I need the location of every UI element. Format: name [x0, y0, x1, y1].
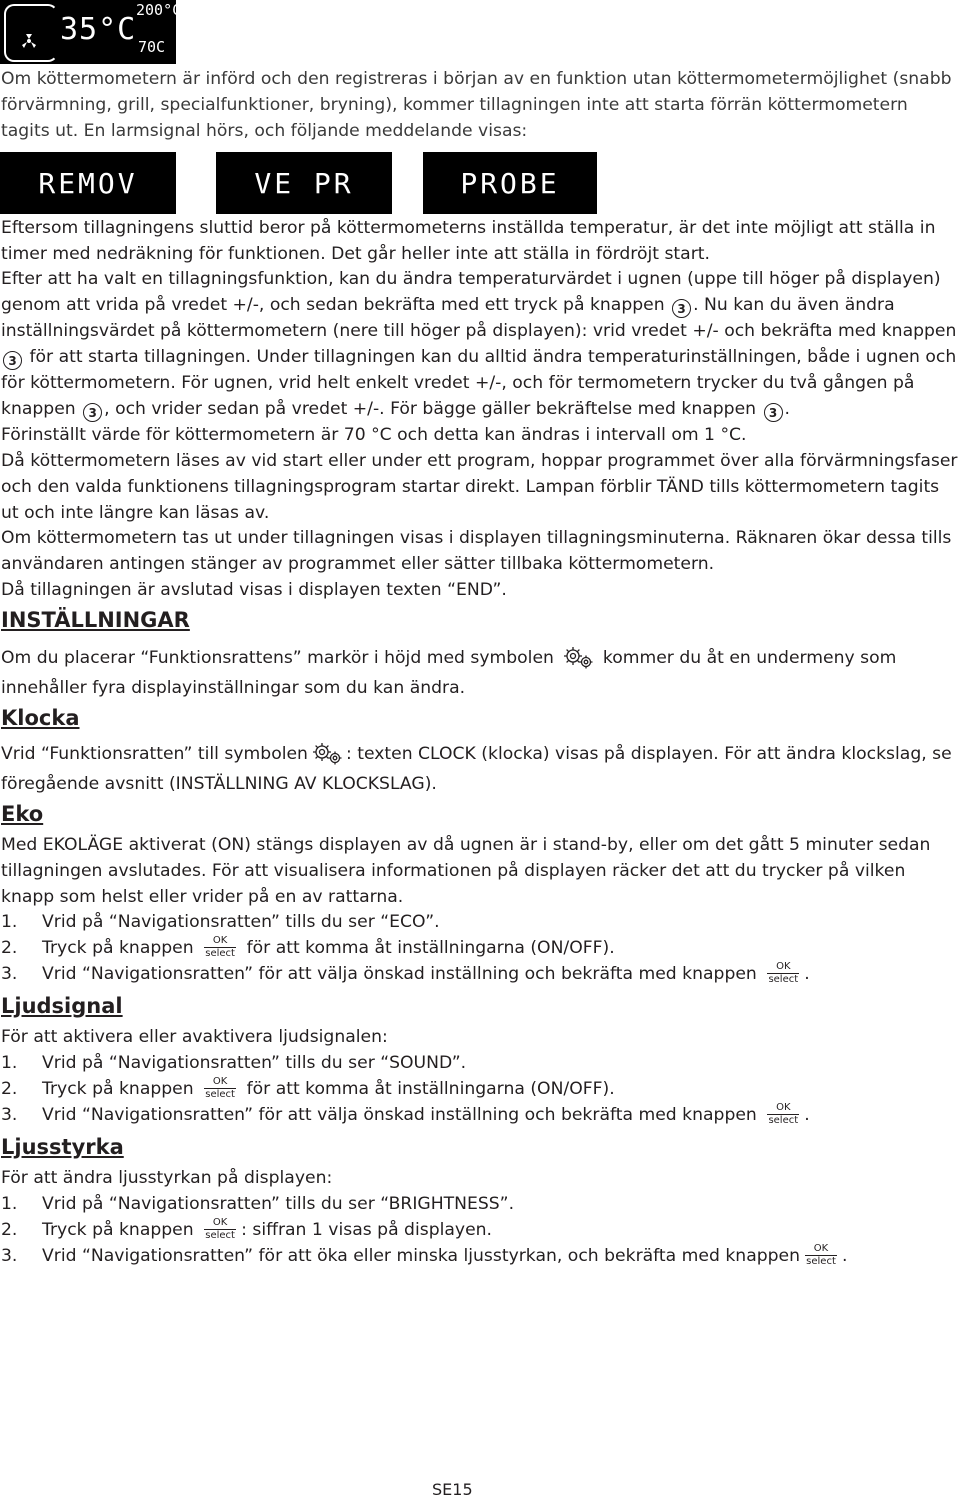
paragraph-text: . Nu kan du även ändra inställningsvärdet på köttermometern (nere till höger på displayen): vrid vredet +/- och bekräfta med knappen: [1, 295, 957, 341]
paragraph-text: Efter att ha valt en tillagningsfunktion, kan du ändra temperaturvärdet i ugnen (uppe till höger på displayen) genom att vrida på vredet +/-, och sedan bekräfta med ett tryck på knappen: [1, 269, 941, 315]
paragraph-text: Förinställt värde för köttermometern är 70 °C och detta kan ändras i intervall om 1 °C.: [1, 425, 747, 445]
heading-clock: Klocka: [1, 706, 80, 730]
ok-select-button-icon: [766, 1104, 800, 1126]
heading-sound: Ljudsignal: [1, 994, 123, 1018]
list-number: 2.: [1, 938, 18, 958]
paragraph-probe-read: [1, 448, 959, 526]
list-number: 2.: [1, 1079, 18, 1099]
button-3-icon: 3: [764, 403, 783, 422]
button-3-icon: 3: [3, 351, 22, 370]
list-number: 3.: [1, 964, 18, 984]
display-bracket: [4, 4, 58, 62]
probe-temp-readout: 70C: [138, 38, 166, 56]
select-label: select: [205, 1089, 235, 1100]
list-item: [1, 935, 959, 961]
select-label: select: [768, 974, 799, 985]
paragraph-temperature-change: [1, 266, 959, 422]
list-item: [1, 1102, 959, 1128]
paragraph-text: .: [784, 399, 790, 419]
list-text: för att komma åt inställningarna (ON/OFF).: [246, 938, 615, 958]
paragraph-clock: [1, 739, 959, 799]
paragraph-timer-note: [1, 215, 959, 267]
list-item: [1, 1217, 959, 1243]
oven-display-image: [0, 0, 182, 64]
paragraph-text: Vrid “Funktionsratten” till symbolen: [1, 744, 308, 764]
list-item: [1, 1050, 959, 1076]
list-text: Tryck på knappen: [42, 938, 194, 958]
paragraph-eco: [1, 832, 959, 910]
list-item: [1, 961, 959, 987]
ok-label: OK: [813, 1243, 829, 1254]
paragraph-text: kommer du åt en undermeny som innehåller fyra displayinställningar som du kan ändra.: [1, 648, 897, 698]
paragraph-text: För att ändra ljusstyrkan på displayen:: [1, 1168, 333, 1188]
paragraph-text: , och vrider sedan på vredet +/-. För bägge gäller bekräftelse med knappen: [104, 399, 757, 419]
list-number: 1.: [1, 1053, 18, 1073]
ok-label: OK: [776, 961, 791, 972]
paragraph-text: För att aktivera eller avaktivera ljudsignalen:: [1, 1027, 388, 1047]
oven-temp-readout: 35°C: [60, 12, 137, 47]
paragraph-text: Med EKOLÄGE aktiverat (ON) stängs displayen av då ugnen är i stand-by, eller om det gått 5 minuter sedan tillagningen avslutades. För att visualisera informationen på displayen räcker det att du trycker på vilken knapp som helst eller vrider på en av rattarna.: [1, 835, 931, 907]
button-3-icon: 3: [83, 403, 102, 422]
display-probe: PROBE: [423, 152, 597, 214]
heading-brightness: Ljusstyrka: [1, 1135, 124, 1159]
list-text: .: [842, 1246, 848, 1266]
paragraph-text: Om köttermometern tas ut under tillagningen visas i displayen tillagningsminuterna. Räknaren ökar dessa tills användaren antingen stänger av programmet eller sätter tillbaka köttermometern.: [1, 528, 952, 574]
list-number: 2.: [1, 1220, 18, 1240]
list-item: [1, 1243, 959, 1269]
ok-select-button-icon: [203, 1078, 237, 1100]
list-text: : siffran 1 visas på displayen.: [241, 1220, 493, 1240]
list-text: Vrid på “Navigationsratten” tills du ser “ECO”.: [42, 912, 440, 932]
paragraph-text: Eftersom tillagningens sluttid beror på köttermometerns inställda temperatur, är det inte möjligt att ställa in timer med nedräkning för funktionen. Det går heller inte att ställa in fördröjt start.: [1, 218, 936, 264]
list-text: .: [804, 964, 810, 984]
ok-label: OK: [212, 1217, 228, 1228]
select-label: select: [806, 1256, 836, 1267]
settings-gear-icon: [310, 741, 344, 767]
heading-eco: Eko: [1, 802, 44, 826]
list-text: Vrid på “Navigationsratten” tills du ser “BRIGHTNESS”.: [42, 1194, 515, 1214]
display-remov: REMOV: [0, 152, 176, 214]
select-label: select: [205, 1230, 235, 1241]
ok-label: OK: [212, 1076, 228, 1087]
list-number: 1.: [1, 912, 18, 932]
list-item: [1, 1076, 959, 1102]
list-text: Vrid på “Navigationsratten” tills du ser “SOUND”.: [42, 1053, 467, 1073]
paragraph-text: Om du placerar “Funktionsrattens” markör i höjd med symbolen: [1, 648, 554, 668]
paragraph-text: Då tillagningen är avslutad visas i displayen texten “END”.: [1, 580, 507, 600]
list-number: 1.: [1, 1194, 18, 1214]
paragraph-end: [1, 577, 959, 603]
paragraph-text: Då köttermometern läses av vid start eller under ett program, hoppar programmet över alla förvärmningsfaser och den valda funktionens tillagningsprogram startar direkt. Lampan förblir TÄND tills köttermometern tagits ut och inte längre kan läsas av.: [1, 451, 958, 523]
list-text: Vrid “Navigationsratten” för att välja önskad inställning och bekräfta med knappen: [42, 1105, 757, 1125]
select-label: select: [768, 1115, 799, 1126]
list-text: för att komma åt inställningarna (ON/OFF).: [246, 1079, 615, 1099]
list-item: [1, 1191, 959, 1217]
ok-select-button-icon: [203, 937, 237, 959]
ok-label: OK: [212, 935, 228, 946]
list-number: 3.: [1, 1246, 18, 1266]
paragraph-brightness: [1, 1165, 959, 1191]
paragraph-probe-intro: [1, 66, 959, 144]
paragraph-text: Om köttermometern är införd och den registreras i början av en funktion utan köttermometermöjlighet (snabb förvärmning, grill, specialfunktioner, bryning), kommer tillagningen inte att starta förrän köttermometern tagits ut. En larmsignal hörs, och följande meddelande visas:: [1, 69, 952, 141]
ok-select-button-icon: [766, 963, 800, 985]
page-number: SE15: [432, 1480, 473, 1499]
set-temp-readout: 200°C: [136, 1, 182, 19]
list-text: Tryck på knappen: [42, 1220, 194, 1240]
ok-select-button-icon: [804, 1245, 838, 1267]
paragraph-preset-value: [1, 422, 959, 448]
list-text: Tryck på knappen: [42, 1079, 194, 1099]
ok-label: OK: [776, 1102, 791, 1113]
settings-gear-icon: [561, 645, 595, 671]
list-text: Vrid “Navigationsratten” för att välja önskad inställning och bekräfta med knappen: [42, 964, 757, 984]
list-item: [1, 909, 959, 935]
display-ve-pr: VE PR: [216, 152, 392, 214]
paragraph-text: för att starta tillagningen. Under tillagningen kan du alltid ändra temperaturinställningen, både i ugnen och för köttermometern. För ugnen, vrid helt enkelt vredet +/-, och för termometern trycker du två gången på knappen: [1, 347, 957, 419]
list-text: .: [804, 1105, 810, 1125]
ok-select-button-icon: [203, 1219, 237, 1241]
paragraph-probe-removed: [1, 525, 959, 577]
select-label: select: [205, 948, 235, 959]
paragraph-text: : texten CLOCK (klocka) visas på displayen. För att ändra klockslag, se föregående avsnitt (INSTÄLLNING AV KLOCKSLAG).: [1, 744, 952, 794]
paragraph-sound: [1, 1024, 959, 1050]
fan-icon: [22, 34, 36, 48]
paragraph-settings: [1, 643, 959, 703]
list-number: 3.: [1, 1105, 18, 1125]
list-text: Vrid “Navigationsratten” för att öka eller minska ljusstyrkan, och bekräfta med knappen: [42, 1246, 801, 1266]
heading-settings: INSTÄLLNINGAR: [1, 608, 190, 632]
button-3-icon: 3: [672, 299, 691, 318]
